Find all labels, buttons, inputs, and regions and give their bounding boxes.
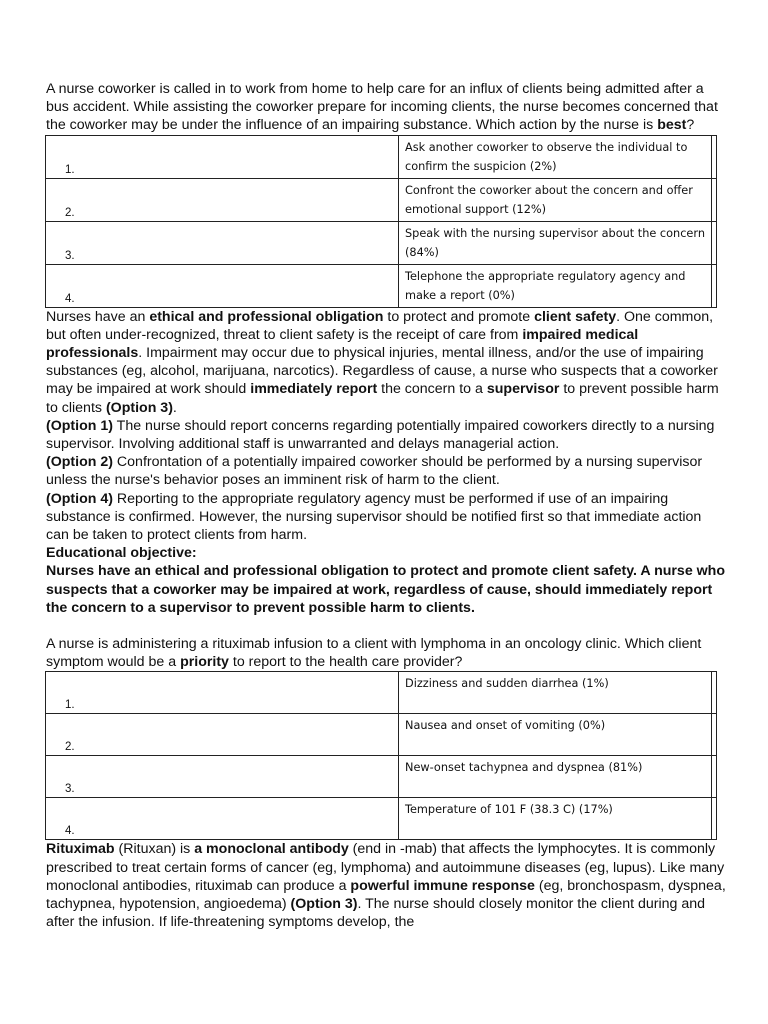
question-1-explanation: Nurses have an ethical and professional obligation to protect and promote client safety. One common, but often under-recognized, threat to client safety is the receipt of care from impaired medical professionals. Impairment may occur due to physical injuries, mental illness, and/or the use of impairing substances (eg, alcohol, marijuana, narcotics). Regardless of cause, a nurse who suspects that a coworker may be impaired at work should immediately report the concern to a supervisor to prevent possible harm to clients (Option 3).	[46, 308, 719, 416]
answer-option-row[interactable]	[46, 714, 717, 756]
question-1-options-table	[45, 135, 717, 308]
answer-option-row[interactable]	[46, 756, 717, 798]
option-text: Telephone the appropriate regulatory agency and make a report (0%)	[399, 264, 712, 307]
option-number: 2.	[46, 178, 399, 221]
table-gap	[712, 221, 717, 264]
document-page	[46, 80, 726, 931]
table-gap	[712, 264, 717, 307]
question-1	[46, 80, 726, 617]
option-text: New-onset tachypnea and dyspnea (81%)	[399, 756, 712, 798]
answer-option-row[interactable]	[46, 672, 717, 714]
question-1-stem: A nurse coworker is called in to work from home to help care for an influx of clients being admitted after a bus accident. While assisting the coworker prepare for incoming clients, the nurse becomes concerned that the coworker may be under the influence of an impairing substance. Which action by the nurse is best?	[46, 81, 718, 134]
option-text: Dizziness and sudden diarrhea (1%)	[399, 672, 712, 714]
answer-option-row[interactable]	[46, 135, 717, 178]
answer-option-row[interactable]	[46, 798, 717, 840]
table-gap	[712, 714, 717, 756]
table-gap	[712, 178, 717, 221]
educational-objective-text: Nurses have an ethical and professional obligation to protect and promote client safety. A nurse who suspects that a coworker may be impaired at work, regardless of cause, should immediately report the concern to a supervisor to prevent possible harm to clients.	[46, 563, 726, 616]
option-text: Temperature of 101 F (38.3 C) (17%)	[399, 798, 712, 840]
option-text: Confront the coworker about the concern and offer emotional support (12%)	[399, 178, 712, 221]
table-gap	[712, 135, 717, 178]
option-number: 4.	[46, 264, 399, 307]
option-number: 3.	[46, 221, 399, 264]
option-text: Nausea and onset of vomiting (0%)	[399, 714, 712, 756]
option-number: 4.	[46, 798, 399, 840]
option-number: 2.	[46, 714, 399, 756]
table-gap	[712, 672, 717, 714]
option-number: 1.	[46, 135, 399, 178]
option-number: 3.	[46, 756, 399, 798]
rationale-option-4: (Option 4) Reporting to the appropriate regulatory agency must be performed if use of an impairing substance is confirmed. However, the nursing supervisor should be notified first so that immediate action can be taken to protect clients from harm.	[46, 490, 702, 544]
question-2-options-table	[45, 671, 717, 840]
educational-objective-heading: Educational objective:	[46, 545, 197, 562]
option-text: Ask another coworker to observe the individual to confirm the suspicion (2%)	[399, 135, 712, 178]
answer-option-row[interactable]	[46, 221, 717, 264]
rationale-option-1: (Option 1) The nurse should report concerns regarding potentially impaired coworkers directly to a nursing supervisor. Involving additional staff is unwarranted and delays managerial action.	[46, 417, 715, 453]
question-2	[46, 635, 726, 931]
table-gap	[712, 756, 717, 798]
answer-option-row[interactable]	[46, 178, 717, 221]
question-2-stem: A nurse is administering a rituximab infusion to a client with lymphoma in an oncology clinic. Which client symptom would be a priority to report to the health care provider?	[46, 636, 702, 671]
option-text: Speak with the nursing supervisor about the concern (84%)	[399, 221, 712, 264]
option-number: 1.	[46, 672, 399, 714]
section-spacer	[46, 617, 726, 635]
rationale-option-2: (Option 2) Confrontation of a potentially impaired coworker should be performed by a nursing supervisor unless the nurse's behavior poses an imminent risk of harm to the client.	[46, 454, 703, 489]
answer-option-row[interactable]	[46, 264, 717, 307]
question-2-explanation: Rituximab (Rituxan) is a monoclonal antibody (end in -mab) that affects the lymphocytes. It is commonly prescribed to treat certain forms of cancer (eg, lymphoma) and autoimmune diseases (eg, lupus). Like many monoclonal antibodies, rituximab can produce a powerful immune response (eg, bronchospasm, dyspnea, tachypnea, hypotension, angioedema) (Option 3). The nurse should closely monitor the client during and after the infusion. If life-threatening symptoms develop, the	[46, 841, 726, 931]
table-gap	[712, 798, 717, 840]
